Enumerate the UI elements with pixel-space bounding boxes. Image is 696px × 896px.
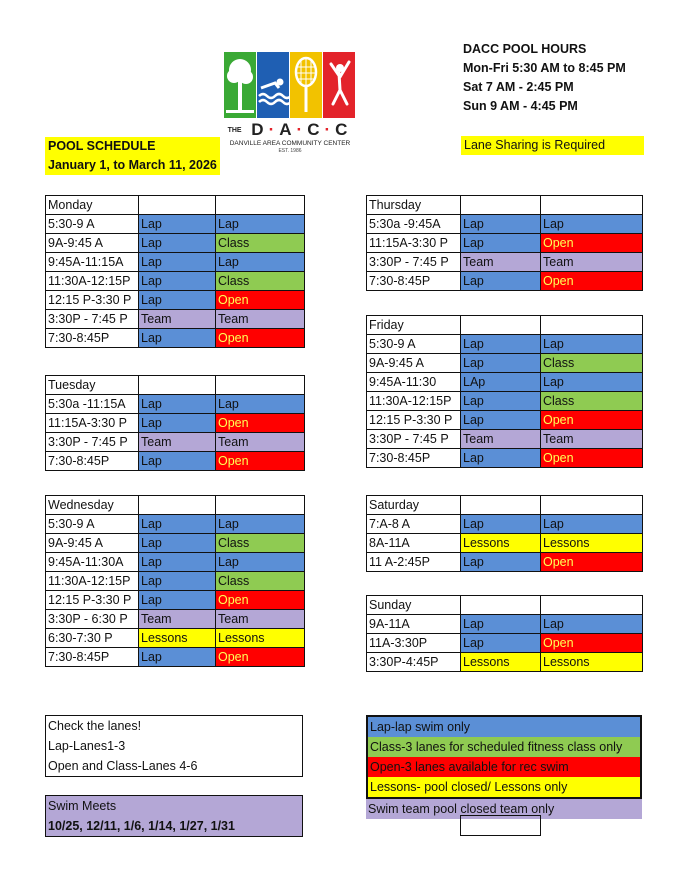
time-cell: 12:15 P-3:30 P	[367, 411, 461, 430]
schedule-row	[367, 392, 643, 411]
wednesday-schedule	[45, 495, 305, 667]
day-header-row	[367, 496, 643, 515]
tuesday-schedule	[45, 375, 305, 471]
day-header-row	[46, 376, 305, 395]
monday-schedule	[45, 195, 305, 348]
schedule-row	[46, 648, 305, 667]
pool-hours-sunday: Sun 9 AM - 4:45 PM	[463, 99, 578, 113]
time-cell: 7:30-8:45P	[46, 648, 139, 667]
day-name: Thursday	[367, 196, 461, 215]
time-cell: 5:30-9 A	[46, 215, 139, 234]
schedule-row	[367, 634, 643, 653]
schedule-row	[367, 272, 643, 291]
lanes-1-3-cell: Team	[139, 310, 216, 329]
schedule-row	[367, 653, 643, 672]
jumper-icon	[323, 52, 355, 118]
lanes-4-6-cell: Open	[216, 452, 305, 471]
lanes-4-6-cell: Open	[216, 329, 305, 348]
time-cell: 12:15 P-3:30 P	[46, 291, 139, 310]
friday-schedule	[366, 315, 643, 468]
lanes-4-6-cell: Team	[216, 610, 305, 629]
check-lanes-title: Check the lanes!	[48, 719, 142, 733]
lanes-4-6-cell: Class	[216, 234, 305, 253]
lanes-4-6-cell: Open	[216, 291, 305, 310]
lanes-1-3-cell: Lap	[139, 452, 216, 471]
swimmer-icon	[257, 52, 289, 118]
lanes-1-3-cell: Lap	[139, 395, 216, 414]
header-empty-cell	[541, 496, 643, 515]
time-cell: 7:A-8 A	[367, 515, 461, 534]
day-header-row	[46, 496, 305, 515]
header-empty-cell	[461, 196, 541, 215]
schedule-row	[367, 515, 643, 534]
time-cell: 3:30P-4:45P	[367, 653, 461, 672]
lane-sharing-notice: Lane Sharing is Required	[461, 136, 644, 155]
time-cell: 5:30a -9:45A	[367, 215, 461, 234]
lanes-1-3-cell: Team	[461, 253, 541, 272]
lanes-4-6-cell: Lap	[216, 215, 305, 234]
logo-the: THE	[227, 127, 242, 135]
time-cell: 3:30P - 6:30 P	[46, 610, 139, 629]
lanes-1-3-cell: Lap	[139, 329, 216, 348]
lanes-1-3-cell: Lap	[139, 291, 216, 310]
schedule-row	[46, 234, 305, 253]
lanes-1-3-cell: Lap	[461, 234, 541, 253]
schedule-row	[46, 433, 305, 452]
lanes-1-3-cell: Lap	[139, 414, 216, 433]
header-empty-cell	[461, 496, 541, 515]
schedule-row	[46, 591, 305, 610]
time-cell: 11 A-2:45P	[367, 553, 461, 572]
lanes-4-6-cell: Team	[216, 433, 305, 452]
schedule-row	[46, 329, 305, 348]
legend-team: Swim team pool closed team only	[366, 799, 642, 819]
lanes-4-6-cell: Class	[216, 572, 305, 591]
pool-hours	[463, 40, 626, 116]
lanes-4-6-cell: Lap	[541, 373, 643, 392]
schedule-row	[46, 414, 305, 433]
lanes-1-3-cell: Lap	[461, 411, 541, 430]
thursday-schedule	[366, 195, 643, 291]
lanes-1-3-cell: Lap	[461, 354, 541, 373]
time-cell: 3:30P - 7:45 P	[46, 310, 139, 329]
schedule-row	[46, 291, 305, 310]
schedule-row	[367, 373, 643, 392]
check-lanes-box	[45, 715, 303, 777]
schedule-row	[46, 272, 305, 291]
schedule-row	[46, 310, 305, 329]
day-header-row	[367, 196, 643, 215]
legend-open: Open-3 lanes available for rec swim	[366, 757, 642, 777]
time-cell: 6:30-7:30 P	[46, 629, 139, 648]
check-lanes-lap: Lap-Lanes1-3	[48, 739, 126, 753]
lanes-1-3-cell: Lap	[461, 615, 541, 634]
time-cell: 7:30-8:45P	[46, 452, 139, 471]
header-empty-cell	[461, 316, 541, 335]
lanes-1-3-cell: Lap	[461, 634, 541, 653]
time-cell: 11:15A-3:30 P	[46, 414, 139, 433]
time-cell: 3:30P - 7:45 P	[367, 430, 461, 449]
time-cell: 5:30-9 A	[367, 335, 461, 354]
lanes-1-3-cell: Lap	[139, 234, 216, 253]
logo-jumper-panel	[323, 52, 355, 118]
racquet-icon	[290, 52, 322, 118]
pool-hours-saturday: Sat 7 AM - 2:45 PM	[463, 80, 574, 94]
header-empty-cell	[139, 496, 216, 515]
legend-lessons: Lessons- pool closed/ Lessons only	[366, 777, 642, 799]
logo-letter-a: A	[279, 120, 297, 139]
lanes-1-3-cell: Lap	[461, 449, 541, 468]
lanes-1-3-cell: Lap	[139, 553, 216, 572]
schedule-row	[46, 452, 305, 471]
lanes-1-3-cell: Lap	[461, 392, 541, 411]
header-empty-cell	[461, 596, 541, 615]
schedule-title: POOL SCHEDULE	[45, 137, 220, 156]
header-empty-cell	[541, 596, 643, 615]
schedule-row	[367, 234, 643, 253]
day-name: Friday	[367, 316, 461, 335]
logo-acronym: THE D·A·C·C	[227, 120, 353, 139]
logo-subtitle: DANVILLE AREA COMMUNITY CENTER	[229, 140, 351, 147]
lanes-4-6-cell: Open	[216, 591, 305, 610]
empty-box	[460, 815, 541, 836]
schedule-row	[46, 534, 305, 553]
schedule-row	[367, 411, 643, 430]
lanes-1-3-cell: Lap	[461, 335, 541, 354]
lanes-4-6-cell: Lessons	[541, 653, 643, 672]
day-name: Saturday	[367, 496, 461, 515]
lanes-4-6-cell: Open	[541, 411, 643, 430]
lanes-4-6-cell: Lessons	[541, 534, 643, 553]
lanes-1-3-cell: Lap	[139, 215, 216, 234]
swim-meets-box	[45, 795, 303, 837]
logo-est: EST. 1986	[278, 148, 302, 154]
pool-hours-title: DACC POOL HOURS	[463, 42, 587, 56]
logo-tree-panel	[224, 52, 256, 118]
schedule-row	[46, 515, 305, 534]
day-header-row	[46, 196, 305, 215]
tree-icon	[224, 52, 256, 118]
dacc-logo	[224, 52, 356, 152]
lanes-1-3-cell: Lessons	[461, 653, 541, 672]
time-cell: 7:30-8:45P	[367, 272, 461, 291]
time-cell: 11:30A-12:15P	[367, 392, 461, 411]
lanes-4-6-cell: Open	[541, 553, 643, 572]
pool-hours-weekday: Mon-Fri 5:30 AM to 8:45 PM	[463, 61, 626, 75]
logo-racquet-panel	[290, 52, 322, 118]
lanes-4-6-cell: Class	[216, 272, 305, 291]
time-cell: 11A-3:30P	[367, 634, 461, 653]
lanes-4-6-cell: Team	[541, 253, 643, 272]
lanes-1-3-cell: Team	[461, 430, 541, 449]
swim-meets-dates: 10/25, 12/11, 1/6, 1/14, 1/27, 1/31	[48, 819, 235, 833]
schedule-row	[367, 534, 643, 553]
lanes-4-6-cell: Team	[216, 310, 305, 329]
schedule-row	[46, 215, 305, 234]
saturday-schedule	[366, 495, 643, 572]
time-cell: 3:30P - 7:45 P	[367, 253, 461, 272]
lanes-1-3-cell: Lap	[139, 515, 216, 534]
lanes-1-3-cell: Lap	[139, 591, 216, 610]
lanes-1-3-cell: Lap	[461, 553, 541, 572]
logo-letter-c2: C	[335, 120, 353, 139]
time-cell: 3:30P - 7:45 P	[46, 433, 139, 452]
legend-lap: Lap-lap swim only	[366, 715, 642, 737]
day-header-row	[367, 596, 643, 615]
time-cell: 9A-9:45 A	[367, 354, 461, 373]
schedule-row	[46, 253, 305, 272]
lanes-1-3-cell: Lap	[461, 272, 541, 291]
lanes-4-6-cell: Open	[541, 449, 643, 468]
time-cell: 7:30-8:45P	[367, 449, 461, 468]
logo-swim-panel	[257, 52, 289, 118]
header-empty-cell	[216, 496, 305, 515]
lanes-4-6-cell: Open	[541, 272, 643, 291]
schedule-row	[367, 430, 643, 449]
swim-meets-title: Swim Meets	[48, 799, 117, 813]
lanes-1-3-cell: Lap	[139, 253, 216, 272]
time-cell: 12:15 P-3:30 P	[46, 591, 139, 610]
color-legend	[366, 715, 642, 819]
schedule-row	[367, 215, 643, 234]
lanes-1-3-cell: Team	[139, 610, 216, 629]
lanes-4-6-cell: Open	[216, 414, 305, 433]
lanes-4-6-cell: Open	[541, 234, 643, 253]
time-cell: 7:30-8:45P	[46, 329, 139, 348]
time-cell: 8A-11A	[367, 534, 461, 553]
logo-letter-d: D	[251, 120, 269, 139]
sunday-schedule	[366, 595, 643, 672]
lanes-4-6-cell: Class	[541, 392, 643, 411]
lanes-1-3-cell: Lessons	[139, 629, 216, 648]
header-empty-cell	[139, 376, 216, 395]
schedule-row	[367, 354, 643, 373]
time-cell: 11:15A-3:30 P	[367, 234, 461, 253]
schedule-dates: January 1, to March 11, 2026	[45, 156, 220, 175]
lanes-1-3-cell: LAp	[461, 373, 541, 392]
header-empty-cell	[541, 196, 643, 215]
schedule-row	[46, 610, 305, 629]
schedule-row	[46, 629, 305, 648]
time-cell: 9A-9:45 A	[46, 234, 139, 253]
lanes-4-6-cell: Lessons	[216, 629, 305, 648]
lanes-4-6-cell: Team	[541, 430, 643, 449]
lanes-4-6-cell: Lap	[541, 515, 643, 534]
lanes-1-3-cell: Lap	[461, 515, 541, 534]
day-header-row	[367, 316, 643, 335]
lanes-4-6-cell: Lap	[541, 215, 643, 234]
header-empty-cell	[216, 196, 305, 215]
lanes-1-3-cell: Lap	[139, 648, 216, 667]
lanes-4-6-cell: Lap	[216, 515, 305, 534]
lanes-4-6-cell: Lap	[216, 553, 305, 572]
lanes-4-6-cell: Lap	[541, 335, 643, 354]
time-cell: 9A-11A	[367, 615, 461, 634]
schedule-row	[367, 449, 643, 468]
day-name: Wednesday	[46, 496, 139, 515]
lanes-4-6-cell: Lap	[216, 395, 305, 414]
schedule-row	[367, 615, 643, 634]
time-cell: 9A-9:45 A	[46, 534, 139, 553]
lanes-4-6-cell: Class	[541, 354, 643, 373]
logo-letter-c1: C	[307, 120, 325, 139]
time-cell: 11:30A-12:15P	[46, 272, 139, 291]
schedule-row	[367, 335, 643, 354]
lanes-1-3-cell: Lap	[461, 215, 541, 234]
header-empty-cell	[139, 196, 216, 215]
lanes-4-6-cell: Open	[541, 634, 643, 653]
lanes-4-6-cell: Class	[216, 534, 305, 553]
lanes-4-6-cell: Open	[216, 648, 305, 667]
header-empty-cell	[216, 376, 305, 395]
lanes-1-3-cell: Lessons	[461, 534, 541, 553]
day-name: Tuesday	[46, 376, 139, 395]
check-lanes-open-class: Open and Class-Lanes 4-6	[48, 759, 198, 773]
legend-class: Class-3 lanes for scheduled fitness class only	[366, 737, 642, 757]
header-empty-cell	[541, 316, 643, 335]
lanes-1-3-cell: Lap	[139, 534, 216, 553]
day-name: Monday	[46, 196, 139, 215]
time-cell: 5:30-9 A	[46, 515, 139, 534]
schedule-row	[367, 553, 643, 572]
lanes-1-3-cell: Lap	[139, 272, 216, 291]
schedule-row	[46, 395, 305, 414]
schedule-row	[367, 253, 643, 272]
time-cell: 9:45A-11:15A	[46, 253, 139, 272]
lanes-1-3-cell: Team	[139, 433, 216, 452]
schedule-row	[46, 572, 305, 591]
time-cell: 9:45A-11:30A	[46, 553, 139, 572]
lanes-4-6-cell: Lap	[541, 615, 643, 634]
lanes-1-3-cell: Lap	[139, 572, 216, 591]
time-cell: 5:30a -11:15A	[46, 395, 139, 414]
time-cell: 9:45A-11:30	[367, 373, 461, 392]
day-name: Sunday	[367, 596, 461, 615]
schedule-row	[46, 553, 305, 572]
time-cell: 11:30A-12:15P	[46, 572, 139, 591]
lanes-4-6-cell: Lap	[216, 253, 305, 272]
